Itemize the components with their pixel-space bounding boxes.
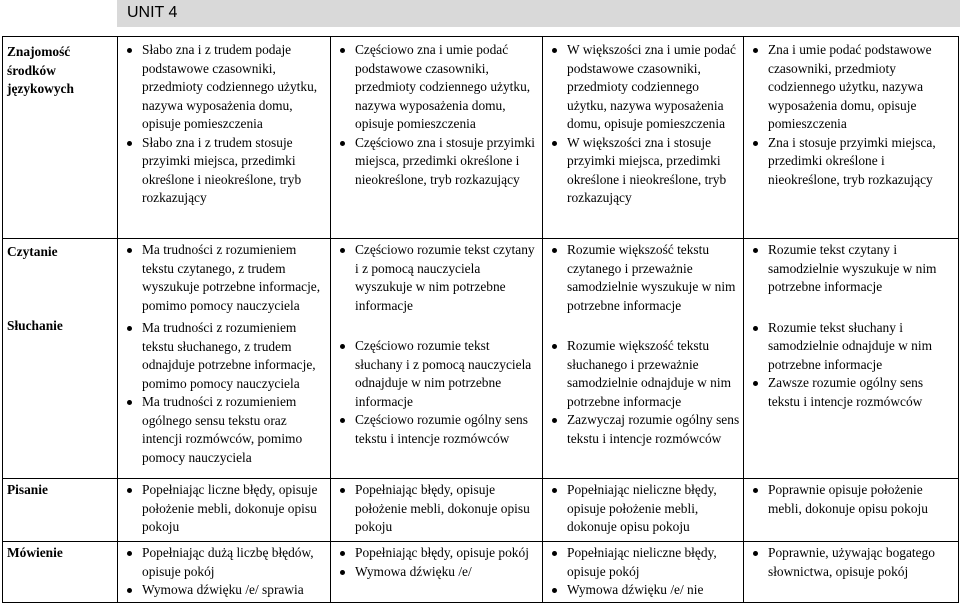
list-item: Popełniając błędy, opisuje położenie mebli, dokonuje opisu pokoju (355, 481, 539, 537)
table-cell-grade-4 (744, 239, 959, 479)
criteria-list (547, 481, 740, 537)
list-item: Popełniając dużą liczbę błędów, opisuje pokój (142, 544, 327, 581)
list-item: Rozumie większość tekstu czytanego i przeważnie samodzielnie wyszukuje w nim potrzebne informacje (567, 241, 740, 315)
criteria-list (748, 481, 955, 518)
table-cell-grade-2 (331, 239, 543, 479)
criteria-list (122, 41, 327, 208)
row-heading-listening: Słuchanie (7, 317, 63, 333)
criteria-list (748, 544, 955, 581)
table-cell-grade-2 (331, 37, 543, 239)
criteria-list (122, 481, 327, 537)
criteria-list (335, 481, 539, 537)
table-cell-grade-1 (118, 542, 331, 603)
list-item: Słabo zna i z trudem stosuje przyimki miejsca, przedimki określone i nieokreślone, tryb rozkazujący (142, 134, 327, 208)
row-heading-writing: Pisanie (3, 479, 118, 542)
list-item: Częściowo zna i umie podać podstawowe czasowniki, przedmioty codziennego użytku, nazywa wyposażenia domu, opisuje pomieszczenia (355, 41, 539, 134)
list-item: Zazwyczaj rozumie ogólny sens tekstu i intencje rozmówców (567, 411, 740, 448)
table-cell-grade-3 (543, 479, 744, 542)
list-item: Popełniając błędy, opisuje pokój (355, 544, 539, 563)
criteria-list (122, 544, 327, 600)
list-item: Rozumie większość tekstu słuchanego i przeważnie samodzielnie odnajduje w nim potrzebne informacje (567, 337, 740, 411)
table-cell-grade-3 (543, 37, 744, 239)
table-cell-grade-1 (118, 479, 331, 542)
table-cell-grade-1 (118, 239, 331, 479)
list-item: W większości zna i umie podać podstawowe czasowniki, przedmioty codziennego użytku, nazywa wyposażenia domu, opisuje pomieszczenia (567, 41, 740, 134)
criteria-list (335, 241, 539, 448)
list-item: Ma trudności z rozumieniem tekstu czytanego, z trudem wyszukuje potrzebne informacje, pomimo pomocy nauczyciela (142, 241, 327, 315)
list-item: Popełniając nieliczne błędy, opisuje pokój (567, 544, 740, 581)
table-cell-grade-3 (543, 542, 744, 603)
table-cell-grade-2 (331, 542, 543, 603)
list-item: Słabo zna i z trudem podaje podstawowe czasowniki, przedmioty codziennego użytku, nazywa wyposażenia domu, opisuje pomieszczenia (142, 41, 327, 134)
table-row (3, 239, 959, 479)
criteria-list (748, 241, 955, 411)
criteria-list (748, 41, 955, 189)
list-item: Poprawnie opisuje położenie mebli, dokonuje opisu pokoju (768, 481, 955, 518)
list-item: Wymowa dźwięku /e/ sprawia (142, 581, 327, 600)
criteria-list (335, 544, 539, 581)
list-item: Popełniając liczne błędy, opisuje położenie mebli, dokonuje opisu pokoju (142, 481, 327, 537)
table-cell-grade-4 (744, 542, 959, 603)
list-item: Częściowo rozumie tekst czytany i z pomocą nauczyciela wyszukuje w nim potrzebne informacje (355, 241, 539, 315)
row-heading-reading-listening (3, 239, 118, 479)
criteria-list (547, 544, 740, 600)
table-cell-grade-4 (744, 37, 959, 239)
list-item: Częściowo zna i stosuje przyimki miejsca, przedimki określone i nieokreślone, tryb rozkazujący (355, 134, 539, 190)
list-item: Ma trudności z rozumieniem ogólnego sensu tekstu oraz intencji rozmówców, pomimo pomocy nauczyciela (142, 393, 327, 467)
list-item: Popełniając nieliczne błędy, opisuje położenie mebli, dokonuje opisu pokoju (567, 481, 740, 537)
list-item: Częściowo rozumie ogólny sens tekstu i intencje rozmówców (355, 411, 539, 448)
list-item: Ma trudności z rozumieniem tekstu słuchanego, z trudem odnajduje potrzebne informacje, pomimo pomocy nauczyciela (142, 319, 327, 393)
list-item: Częściowo rozumie tekst słuchany i z pomocą nauczyciela odnajduje w nim potrzebne informacje (355, 337, 539, 411)
unit-title: UNIT 4 (127, 4, 178, 21)
criteria-list (547, 241, 740, 448)
list-item: Rozumie tekst słuchany i samodzielnie odnajduje w nim potrzebne informacje (768, 319, 955, 375)
row-heading-language-knowledge: Znajomość środków językowych (3, 37, 118, 239)
list-item: Zna i stosuje przyimki miejsca, przedimki określone i nieokreślone, tryb rozkazujący (768, 134, 955, 190)
criteria-list (335, 41, 539, 189)
list-item: Rozumie tekst czytany i samodzielnie wyszukuje w nim potrzebne informacje (768, 241, 955, 297)
unit-header-band (117, 0, 960, 27)
table-row (3, 542, 959, 603)
grading-criteria-table (2, 36, 959, 603)
criteria-list (122, 241, 327, 467)
table-cell-grade-4 (744, 479, 959, 542)
row-heading-speaking: Mówienie (3, 542, 118, 603)
table-cell-grade-2 (331, 479, 543, 542)
list-item: Wymowa dźwięku /e/ (355, 563, 539, 582)
row-heading-reading: Czytanie (7, 244, 58, 259)
table-row (3, 37, 959, 239)
list-item: W większości zna i stosuje przyimki miejsca, przedimki określone i nieokreślone, tryb rozkazujący (567, 134, 740, 208)
list-item: Zna i umie podać podstawowe czasowniki, przedmioty codziennego użytku, nazywa wyposażenia domu, opisuje pomieszczenia (768, 41, 955, 134)
table-cell-grade-1 (118, 37, 331, 239)
criteria-list (547, 41, 740, 208)
list-item: Poprawnie, używając bogatego słownictwa, opisuje pokój (768, 544, 955, 581)
list-item: Wymowa dźwięku /e/ nie (567, 581, 740, 600)
list-item: Zawsze rozumie ogólny sens tekstu i intencje rozmówców (768, 374, 955, 411)
table-row (3, 479, 959, 542)
table-cell-grade-3 (543, 239, 744, 479)
